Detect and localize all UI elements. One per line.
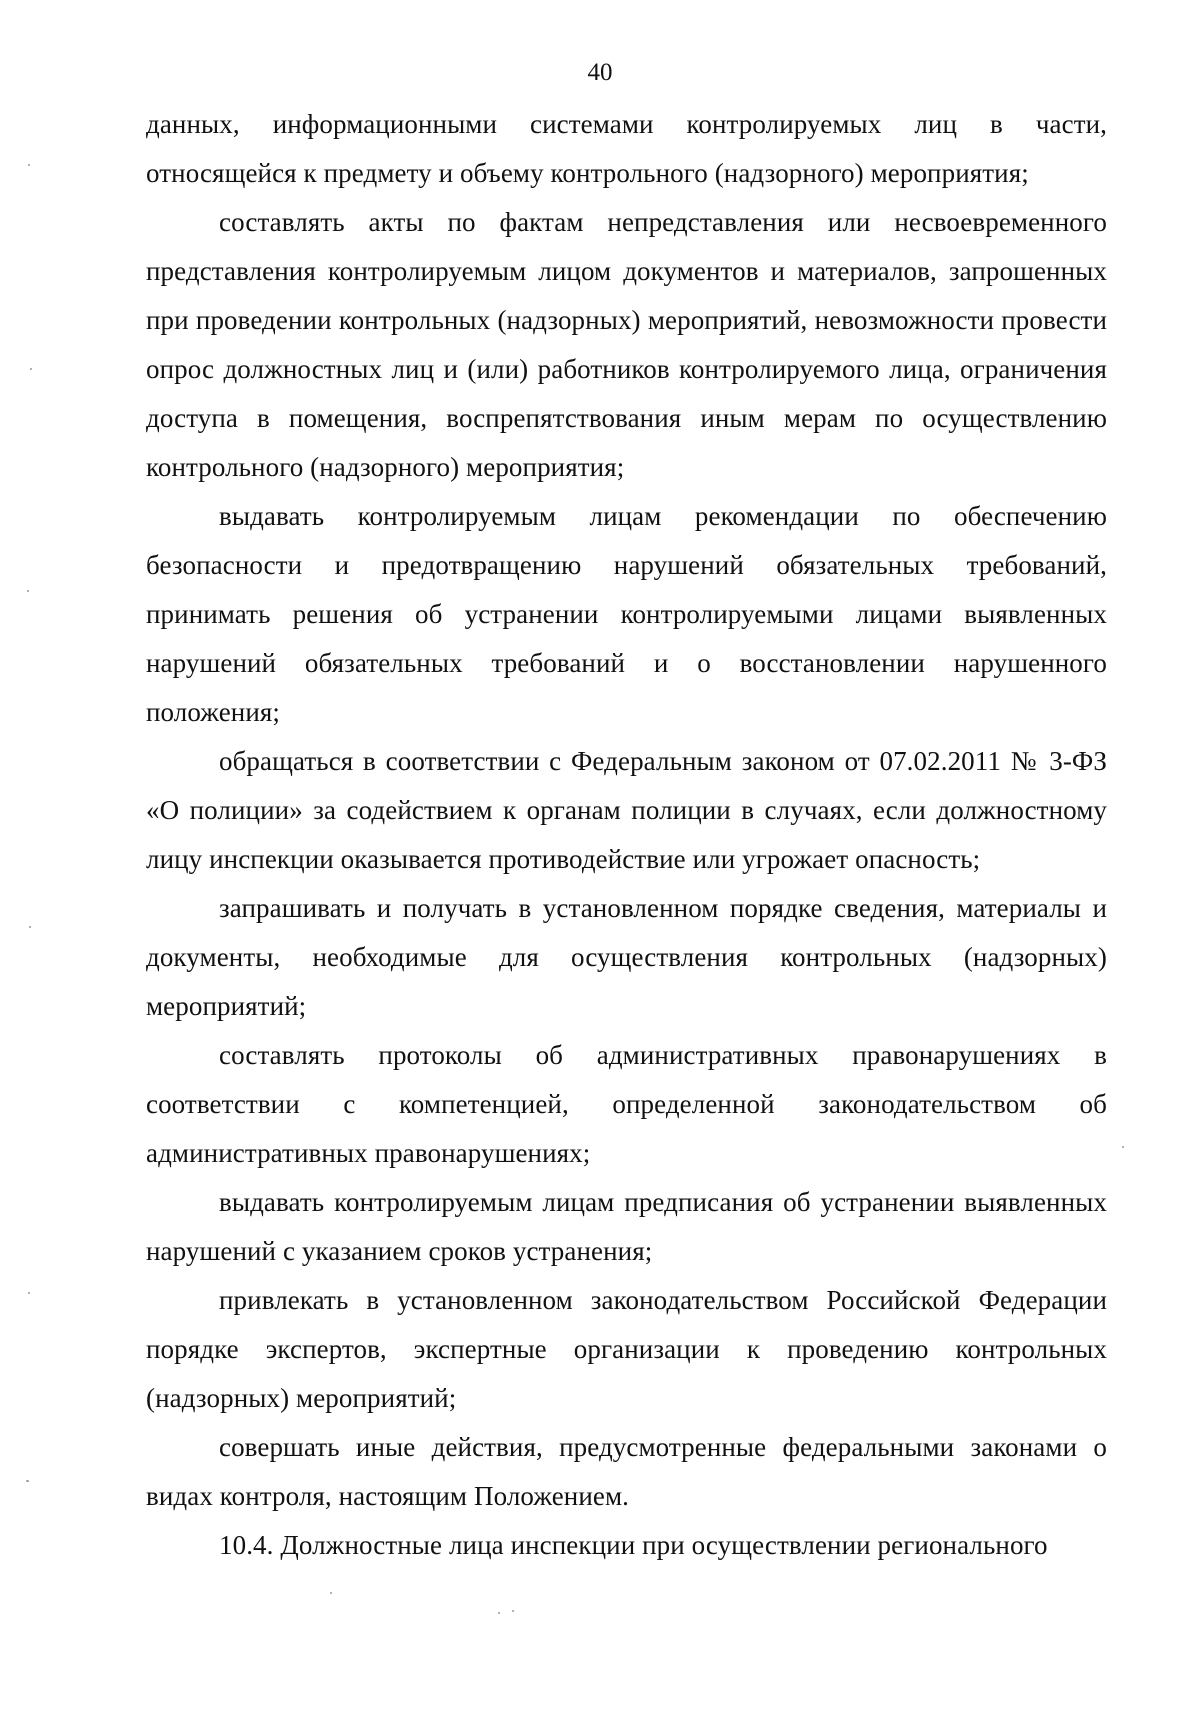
paragraph-issue-orders: выдавать контролируемым лицам предписания об устранении выявленных нарушений с указанием сроков устранения; <box>146 1187 1107 1266</box>
scan-artifact <box>26 1480 29 1482</box>
paragraph-involve-experts: привлекать в установленном законодательством Российской Федерации порядке экспертов, экспертные организации к проведению контрольных (надзорных) мероприятий; <box>146 1285 1107 1413</box>
scan-artifact <box>30 368 32 370</box>
scan-artifact <box>28 164 30 166</box>
paragraph-continuation: данных, информационными системами контролируемых лиц в части, относящейся к предмету и объему контрольного (надзорного) мероприятия; <box>146 109 1107 188</box>
page-number: 40 <box>587 59 613 86</box>
paragraph-request-information: запрашивать и получать в установленном порядке сведения, материалы и документы, необходимые для осуществления контрольных (надзорных) мероприятий; <box>146 893 1107 1021</box>
scan-artifact <box>498 1612 500 1614</box>
paragraph-police-assistance: обращаться в соответствии с Федеральным законом от 07.02.2011 № 3-ФЗ «О полиции» за содействием к органам полиции в случаях, если должностному лицу инспекции оказывается противодействие или угрожает опасность; <box>146 746 1107 874</box>
paragraph-draw-up-acts: составлять акты по фактам непредставления или несвоевременного представления контролируемым лицом документов и материалов, запрошенных при проведении контрольных (надзорных) мероприятий, невозможности провести опрос должностных лиц и (или) работников контролируемого лица, ограничения доступа в помещения, воспрепятствования иным мерам по осуществлению контрольного (надзорного) мероприятия; <box>146 207 1107 482</box>
paragraph-draw-up-protocols: составлять протоколы об административных правонарушениях в соответствии с компетенцией, определенной законодательством об административных правонарушениях; <box>146 1040 1107 1168</box>
scan-artifact <box>512 1610 514 1612</box>
scan-artifact <box>27 590 29 592</box>
paragraph-other-actions: совершать иные действия, предусмотренные федеральными законами о видах контроля, настоящим Положением. <box>146 1432 1107 1511</box>
scan-artifact <box>330 1592 332 1594</box>
paragraph-issue-recommendations: выдавать контролируемым лицам рекомендации по обеспечению безопасности и предотвращению нарушений обязательных требований, принимать решения об устранении контролируемыми лицами выявленных нарушений обязательных требований и о восстановлении нарушенного положения; <box>146 501 1107 727</box>
scan-artifact <box>28 1292 30 1294</box>
document-body <box>146 100 1107 1570</box>
paragraph-section-10-4: 10.4. Должностные лица инспекции при осуществлении регионального <box>219 1530 1048 1560</box>
scan-artifact <box>29 926 31 928</box>
scan-artifact <box>1122 1146 1124 1148</box>
